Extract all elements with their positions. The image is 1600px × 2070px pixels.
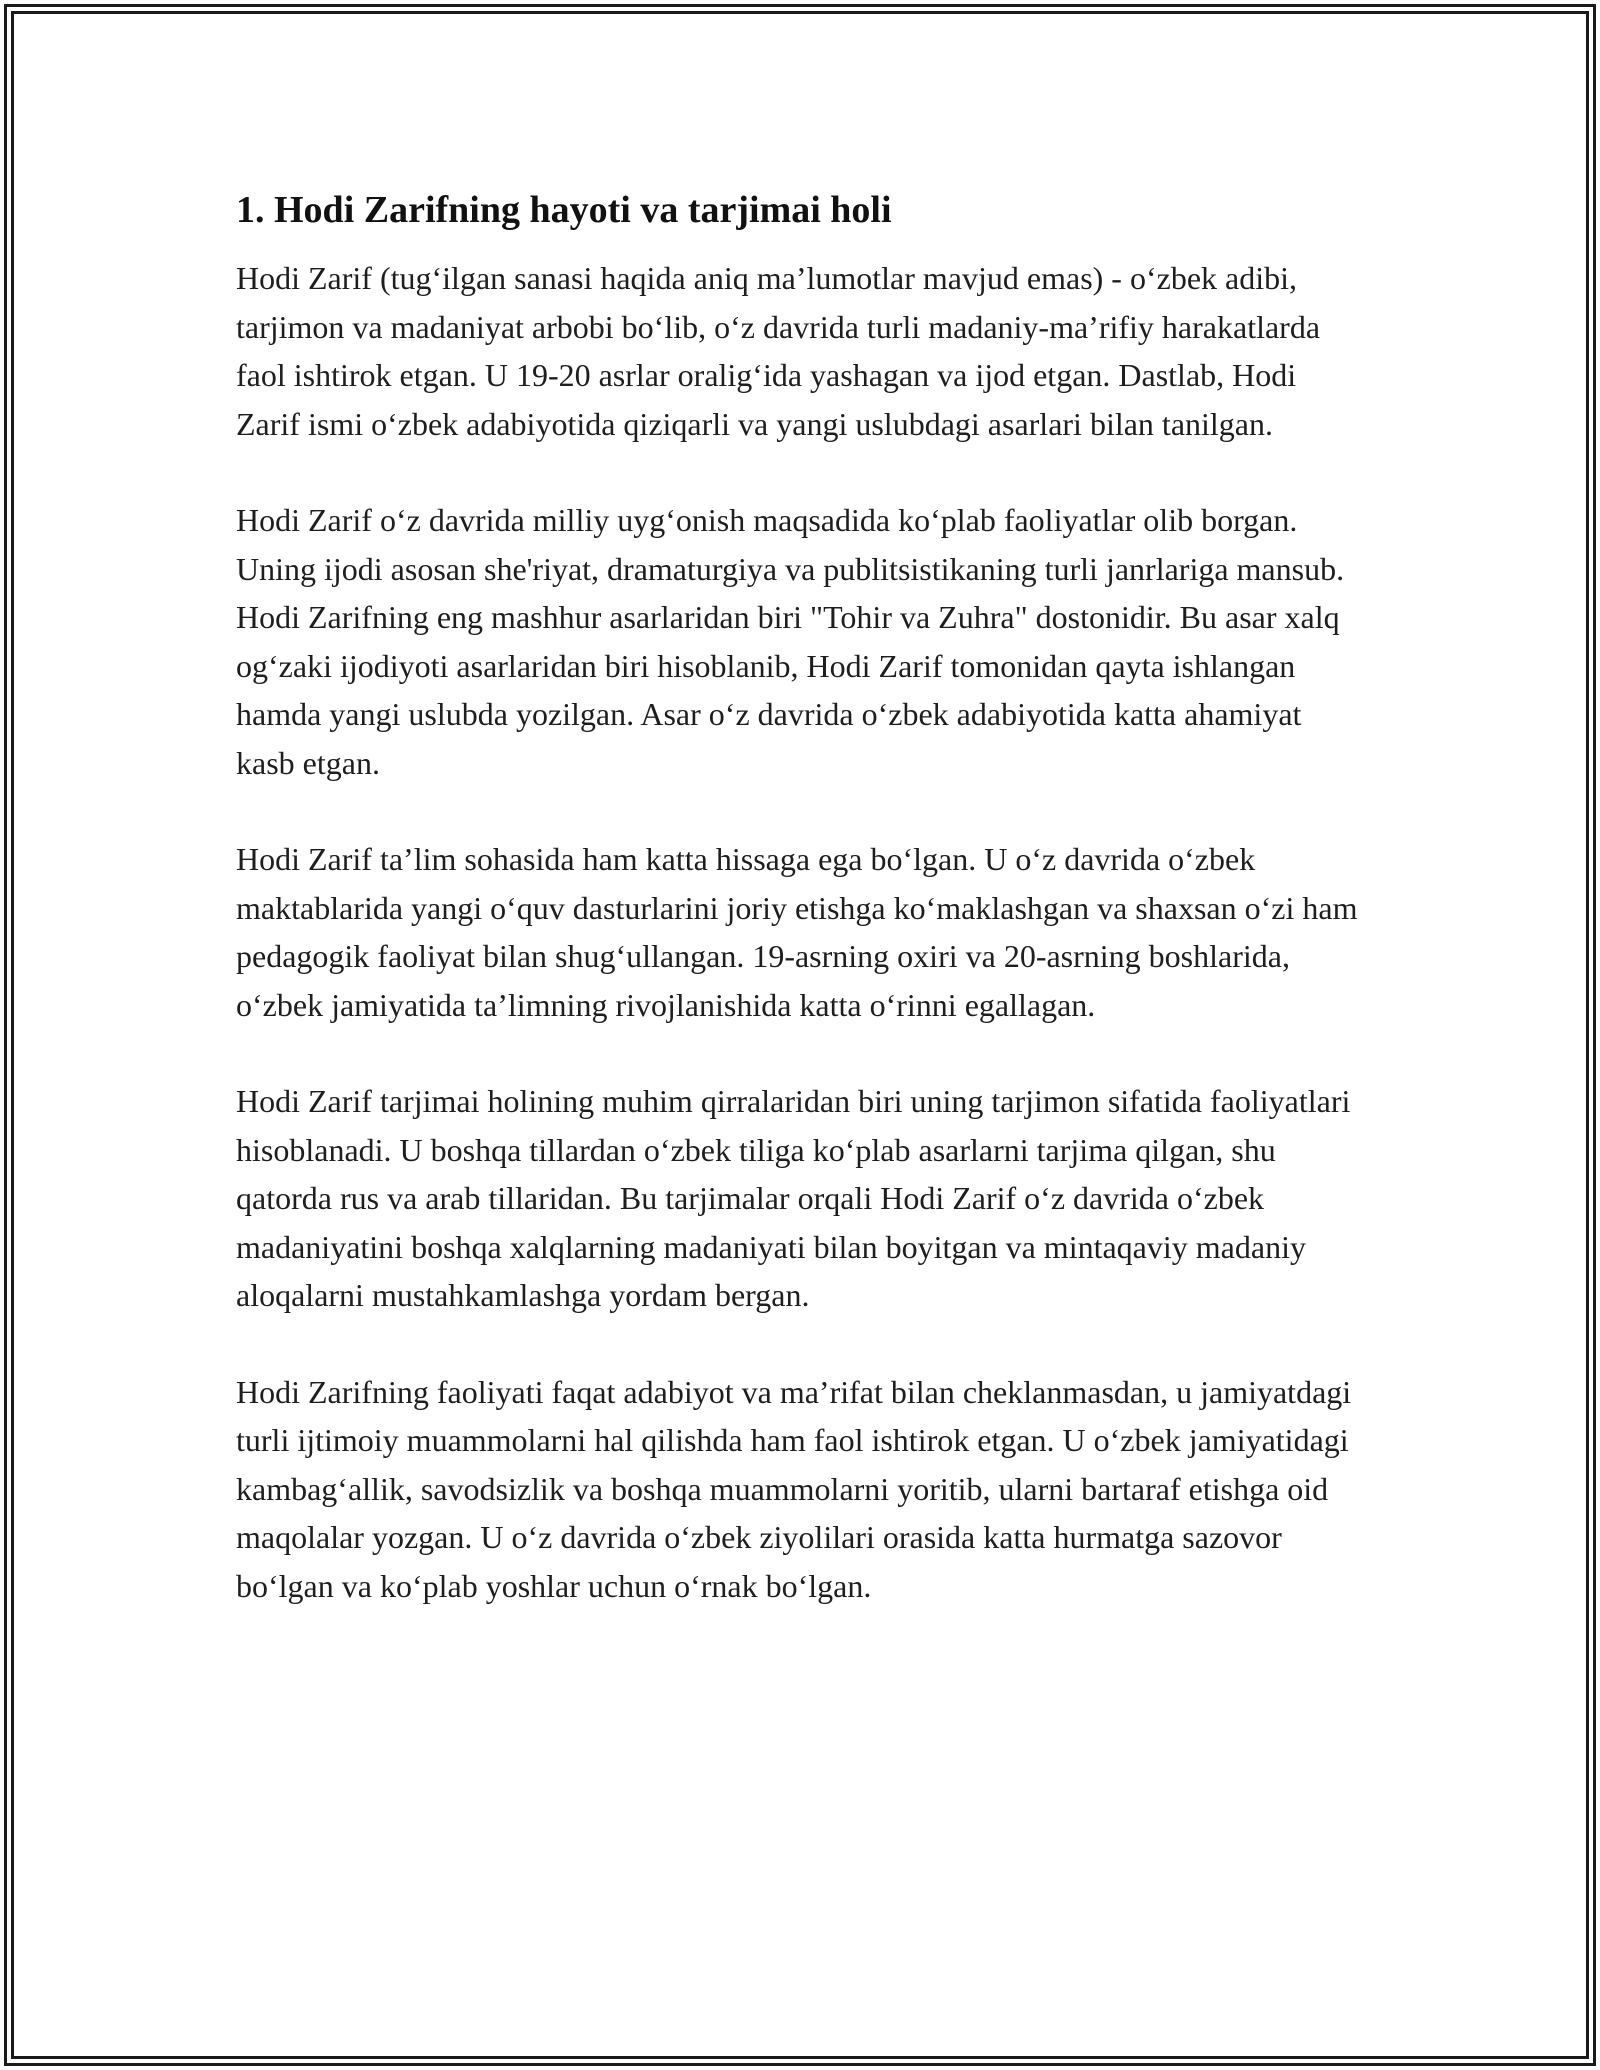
paragraph-4: Hodi Zarif tarjimai holining muhim qirralaridan biri uning tarjimon sifatida faoliyatlari hisoblanadi. U boshqa tillardan o‘zbek tiliga ko‘plab asarlarni tarjima qilgan, shu qatorda rus va arab tillaridan. Bu tarjimalar orqali Hodi Zarif o‘z davrida o‘zbek madaniyatini boshqa xalqlarning madaniyati bilan boyitgan va mintaqaviy madaniy aloqalarni mustahkamlashga yordam bergan. (236, 1083, 1351, 1313)
document-body (236, 186, 1366, 1658)
paragraph-2: Hodi Zarif o‘z davrida milliy uyg‘onish maqsadida ko‘plab faoliyatlar olib borgan. Uning ijodi asosan she'riyat, dramaturgiya va publitsistikaning turli janrlariga mansub. Hodi Zarifning eng mashhur asarlaridan biri "Tohir va Zuhra" dostonidir. Bu asar xalq og‘zaki ijodiyoti asarlaridan biri hisoblanib, Hodi Zarif tomonidan qayta ishlangan hamda yangi uslubda yozilgan. Asar o‘z davrida o‘zbek adabiyotida katta ahamiyat kasb etgan. (236, 502, 1345, 781)
paragraph-1: Hodi Zarif (tug‘ilgan sanasi haqida aniq ma’lumotlar mavjud emas) - o‘zbek adibi, tarjimon va madaniyat arbobi bo‘lib, o‘z davrida turli madaniy-ma’rifiy harakatlarda faol ishtirok etgan. U 19-20 asrlar oralig‘ida yashagan va ijod etgan. Dastlab, Hodi Zarif ismi o‘zbek adabiyotida qiziqarli va yangi uslubdagi asarlari bilan tanilgan. (236, 260, 1321, 442)
section-heading: 1. Hodi Zarifning hayoti va tarjimai holi (236, 189, 892, 231)
paragraph-3: Hodi Zarif ta’lim sohasida ham katta hissaga ega bo‘lgan. U o‘z davrida o‘zbek maktablarida yangi o‘quv dasturlarini joriy etishga ko‘maklashgan va shaxsan o‘zi ham pedagogik faoliyat bilan shug‘ullangan. 19-asrning oxiri va 20-asrning boshlarida, o‘zbek jamiyatida ta’limning rivojlanishida katta o‘rinni egallagan. (236, 841, 1358, 1023)
paragraph-5: Hodi Zarifning faoliyati faqat adabiyot va ma’rifat bilan cheklanmasdan, u jamiyatdagi turli ijtimoiy muammolarni hal qilishda ham faol ishtirok etgan. U o‘zbek jamiyatidagi kambag‘allik, savodsizlik va boshqa muammolarni yoritib, ularni bartaraf etishga oid maqolalar yozgan. U o‘z davrida o‘zbek ziyolilari orasida katta hurmatga sazovor bo‘lgan va ko‘plab yoshlar uchun o‘rnak bo‘lgan. (236, 1373, 1352, 1604)
